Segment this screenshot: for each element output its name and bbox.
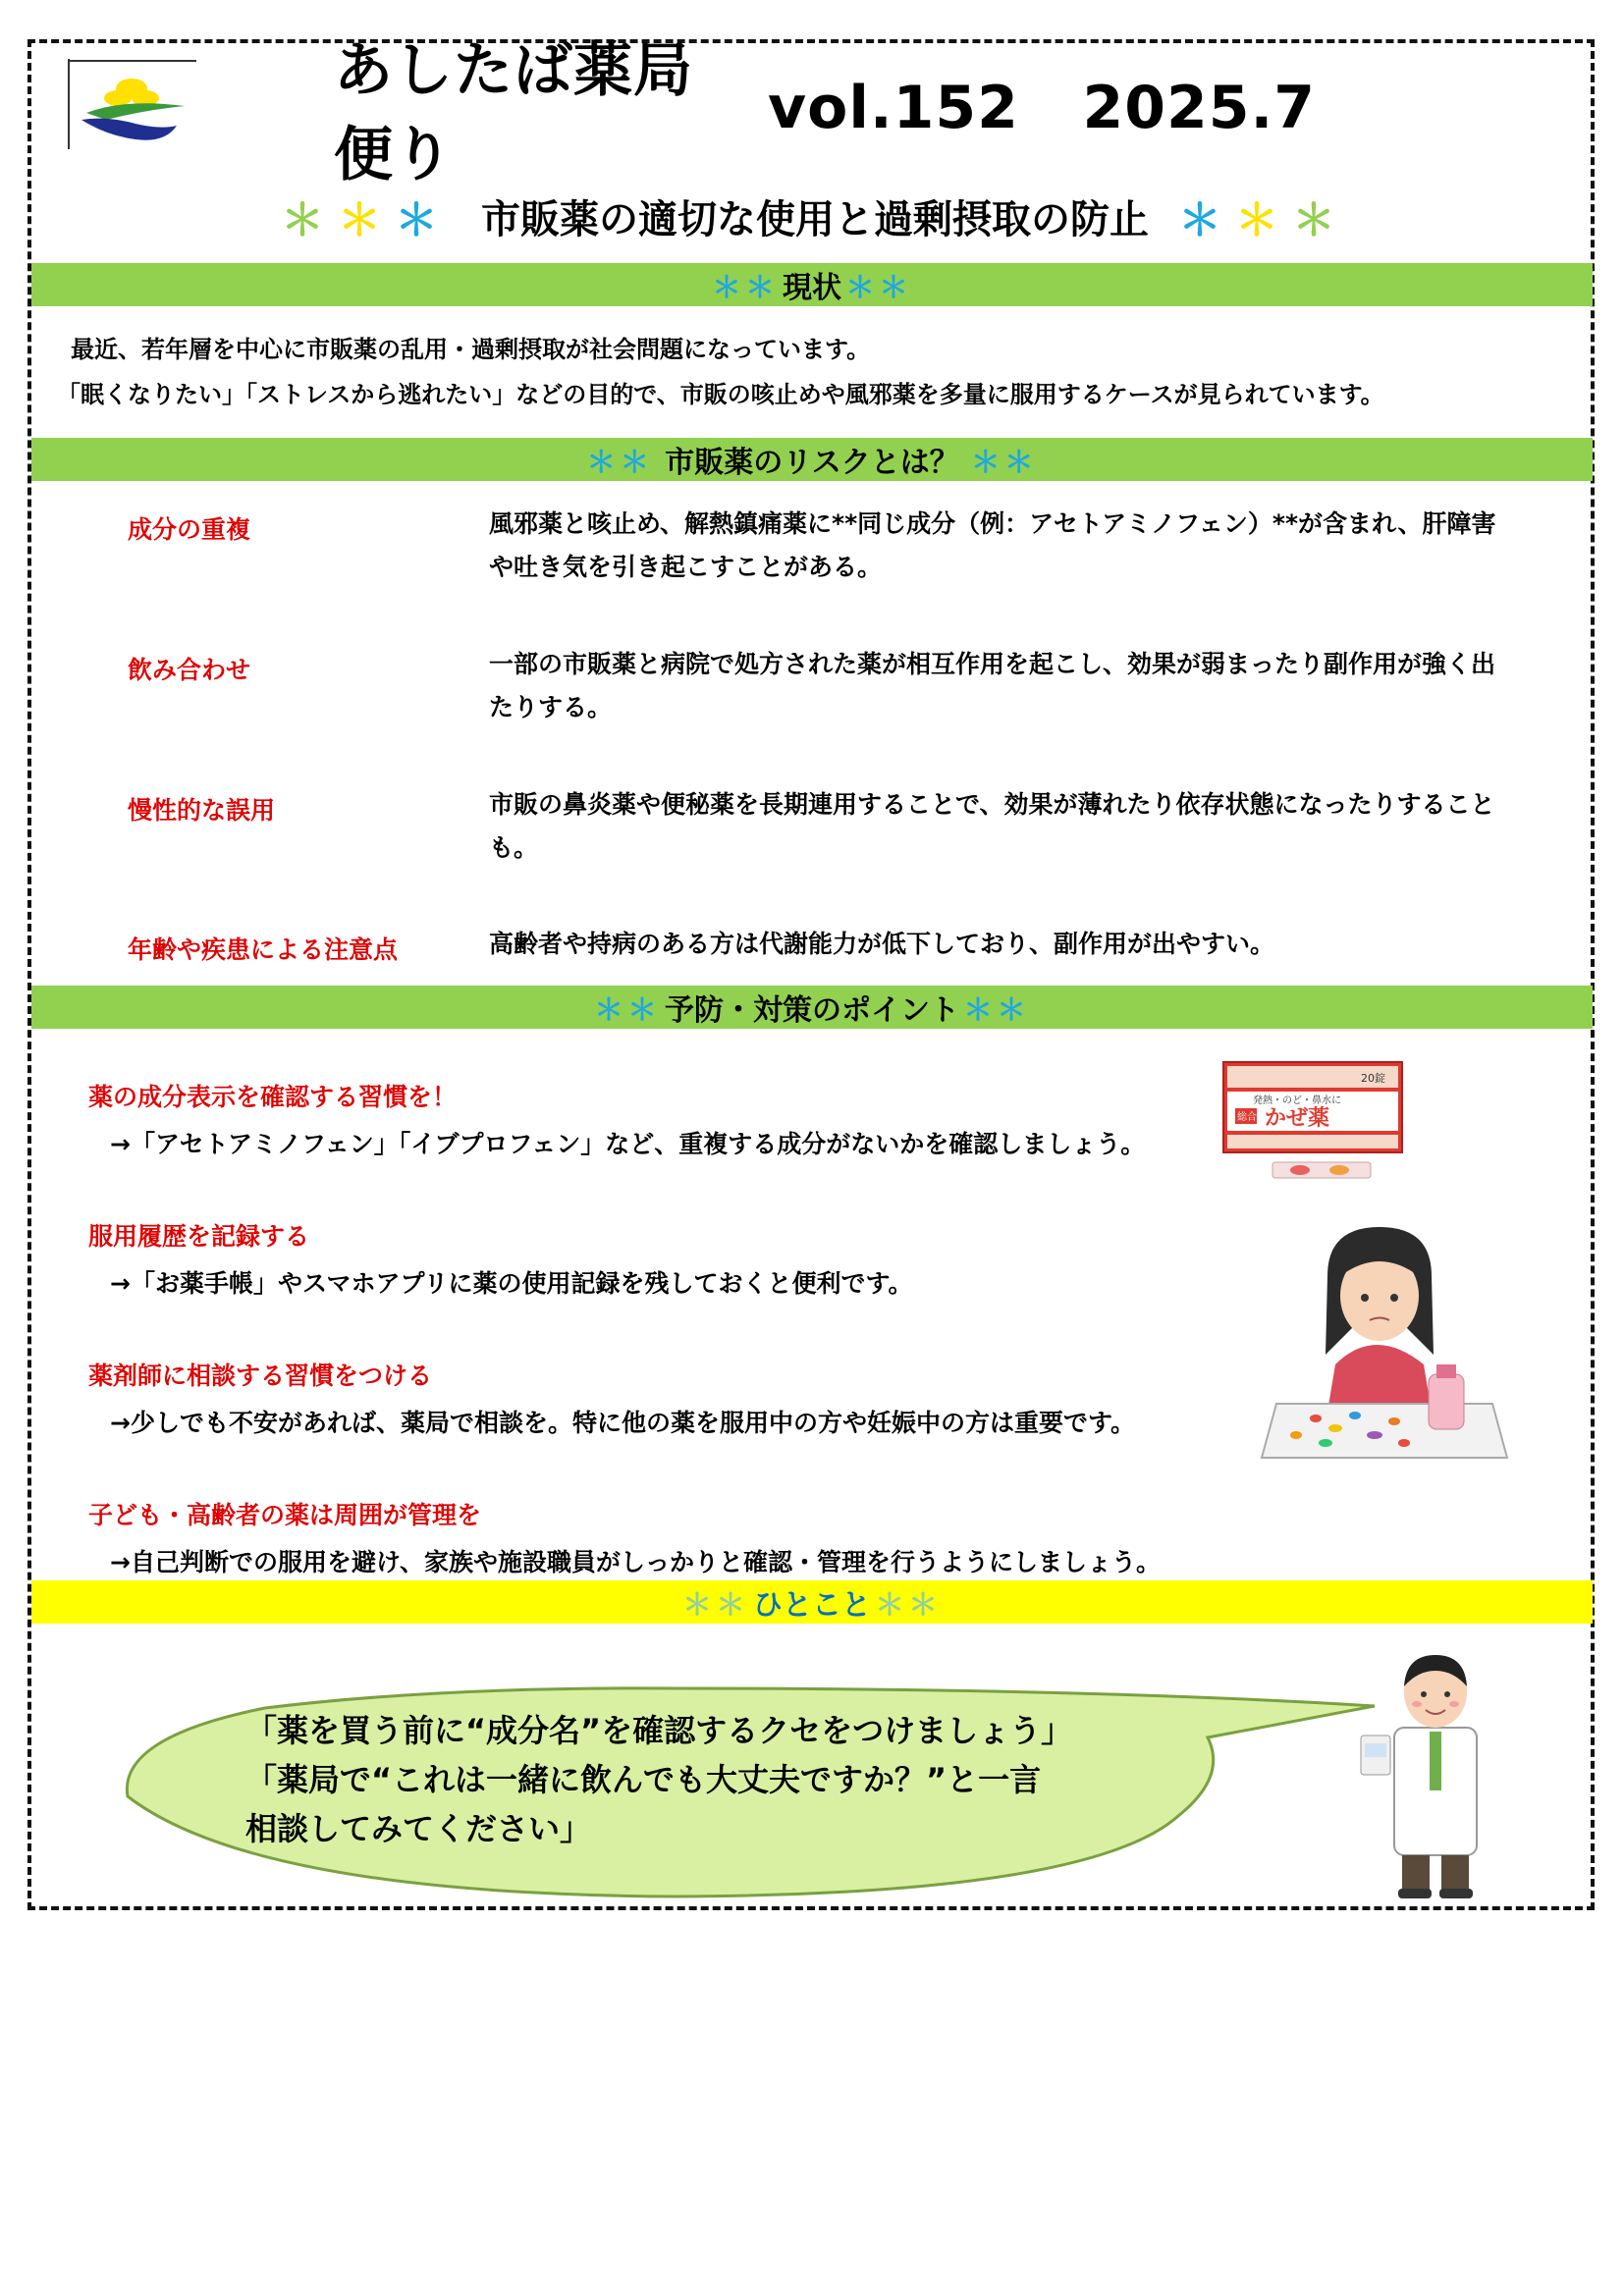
point-title: 薬剤師に相談する習慣をつける [88,1362,433,1390]
status-line-2: 「眠くなりたい」「ストレスから逃れたい」などの目的で、市販の咳止めや風邪薬を多量に服用するケースが見られています。 [57,381,1384,408]
section-heading: 現状 [783,271,841,305]
section-header-comment: ＊＊ ひとこと ＊＊ [31,1580,1593,1624]
pharmacist-illustration [1355,1637,1512,1902]
comment-quote-1: 「薬を買う前に“成分名”を確認するクセをつけましょう」 [245,1712,1073,1749]
section-header-risk: ＊＊ 市販薬のリスクとは？ ＊＊ [31,438,1593,481]
point-description: →少しでも不安があれば、薬局で相談を。特に他の薬を服用中の方や妊娠中の方は重要です。 [110,1409,1135,1437]
section-header-status: ＊＊ 現状 ＊＊ [31,263,1593,306]
cold-medicine-box-illustration [1214,1056,1410,1184]
section-heading: 予防・対策のポイント [665,993,959,1028]
point-title: 服用履歴を記録する [88,1222,310,1251]
risk-description: 風邪薬と咳止め、解熱鎮痛薬に**同じ成分（例：アセトアミノフェン）**が含まれ、肝障害や吐き気を引き起こすことがある。 [489,509,1496,581]
point-description: →「お薬手帳」やスマホアプリに薬の使用記録を残しておくと便利です。 [110,1269,913,1298]
newsletter-title: あしたば薬局便り [334,36,693,189]
main-title-text: 市販薬の適切な使用と過剰摂取の防止 [481,196,1149,242]
comment-quote-2: 「薬局で“これは一緒に飲んでも大丈夫ですか？”と一言 [245,1761,1042,1798]
section-heading: 市販薬のリスクとは？ [665,446,959,480]
main-title [255,187,1375,245]
risk-title: 慢性的な誤用 [128,796,276,825]
page-border [27,39,1595,1910]
issue-date: 2025.7 [1082,74,1316,142]
risk-title: 飲み合わせ [128,656,251,684]
risk-description: 市販の鼻炎薬や便秘薬を長期連用することで、効果が薄れたり依存状態になったりすることも。 [489,790,1495,862]
risk-title: 年齢や疾患による注意点 [128,935,399,964]
woman-with-pills-illustration [1257,1207,1512,1482]
section-heading: ひとこと [753,1588,871,1623]
volume-number: vol.152 [767,74,1019,142]
point-title: 薬の成分表示を確認する習慣を！ [88,1083,458,1111]
point-title: 子ども・高齢者の薬は周囲が管理を [88,1501,482,1529]
risk-description: 高齢者や持病のある方は代謝能力が低下しており、副作用が出やすい。 [489,930,1275,958]
status-line-1: 最近、若年層を中心に市販薬の乱用・過剰摂取が社会問題になっています。 [71,336,871,363]
newsletter-header [334,36,1316,189]
box-name: かぜ薬 [1265,1106,1330,1131]
point-description: →自己判断での服用を避け、家族や施設職員がしっかりと確認・管理を行うようにしましょう。 [110,1548,1161,1576]
star-decoration-right: ＊＊＊ [1178,195,1349,245]
star-decoration-left: ＊＊＊ [281,195,452,245]
box-count: 20錠 [1361,1072,1385,1085]
section-header-points: ＊＊ 予防・対策のポイント ＊＊ [31,986,1593,1029]
comment-quote-3: 相談してみてください」 [245,1810,592,1847]
risk-description: 一部の市販薬と病院で処方された薬が相互作用を起こし、効果が弱まったり副作用が強く出たりする。 [489,650,1496,721]
box-top-text: 発熱・のど・鼻水に [1253,1095,1341,1106]
risk-title: 成分の重複 [128,515,251,544]
pharmacy-logo [67,59,196,149]
box-badge: 総合 [1237,1112,1257,1123]
point-description: →「アセトアミノフェン」「イブプロフェン」など、重複する成分がないかを確認しましょう。 [110,1130,1146,1158]
